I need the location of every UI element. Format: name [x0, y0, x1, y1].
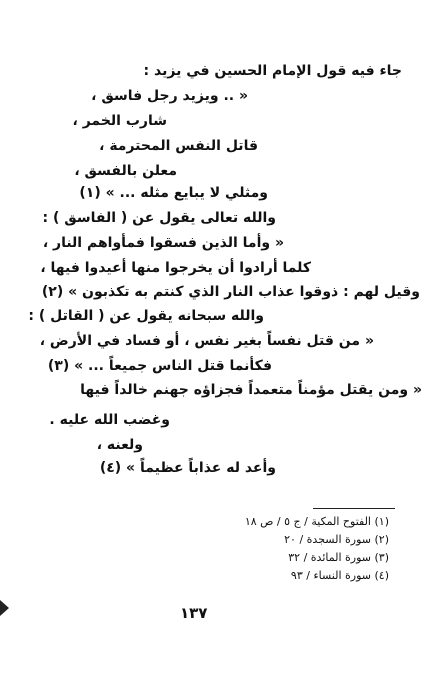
body-line-5: معلن بالفسق ، — [74, 163, 177, 179]
footnote-divider — [313, 508, 395, 509]
footnote-4: (٤) سورة النساء / ٩٣ — [290, 569, 389, 582]
body-line-10: وقيل لهم : ذوقوا عذاب النار الذي كنتم به تكذبون » (٢) — [41, 284, 420, 300]
body-line-17: وأعد له عذاباً عظيماً » (٤) — [99, 460, 276, 476]
body-line-4: قاتل النفس المحترمة ، — [99, 138, 258, 154]
body-line-2: « .. ويزيد رجل فاسق ، — [91, 88, 248, 104]
body-line-12: « من قتل نفساً بغير نفس ، أو فساد في الأرض ، — [39, 333, 374, 349]
footnote-1: (١) الفتوح المكية / ج ٥ / ص ١٨ — [244, 515, 389, 528]
body-line-3: شارب الخمر ، — [72, 113, 167, 129]
page-edge-arrow-icon — [0, 600, 9, 616]
body-line-1: جاء فيه قول الإمام الحسين في يزيد : — [143, 63, 402, 79]
body-line-11: والله سبحانه يقول عن ( القاتل ) : — [28, 308, 264, 324]
body-line-16: ولعنه ، — [96, 437, 143, 453]
footnote-3: (٣) سورة المائدة / ٣٢ — [288, 551, 389, 564]
body-line-6: ومثلي لا يبايع مثله ... » (١) — [79, 185, 268, 201]
footnote-2: (٢) سورة السجدة / ٢٠ — [284, 533, 389, 546]
body-line-13: فكأنما قتل الناس جميعاً ... » (٣) — [47, 358, 272, 374]
page-number: ١٣٧ — [180, 604, 208, 622]
body-line-14: « ومن يقتل مؤمناً متعمداً فجزاؤه جهنم خالداً فيها — [80, 382, 422, 398]
body-line-7: والله تعالى يقول عن ( الفاسق ) : — [42, 210, 276, 226]
body-line-15: وغضب الله عليه . — [49, 412, 170, 428]
body-line-9: كلما أرادوا أن يخرجوا منها أعيدوا فيها ، — [40, 260, 311, 276]
body-line-8: « وأما الذين فسقوا فمأواهم النار ، — [42, 235, 284, 251]
